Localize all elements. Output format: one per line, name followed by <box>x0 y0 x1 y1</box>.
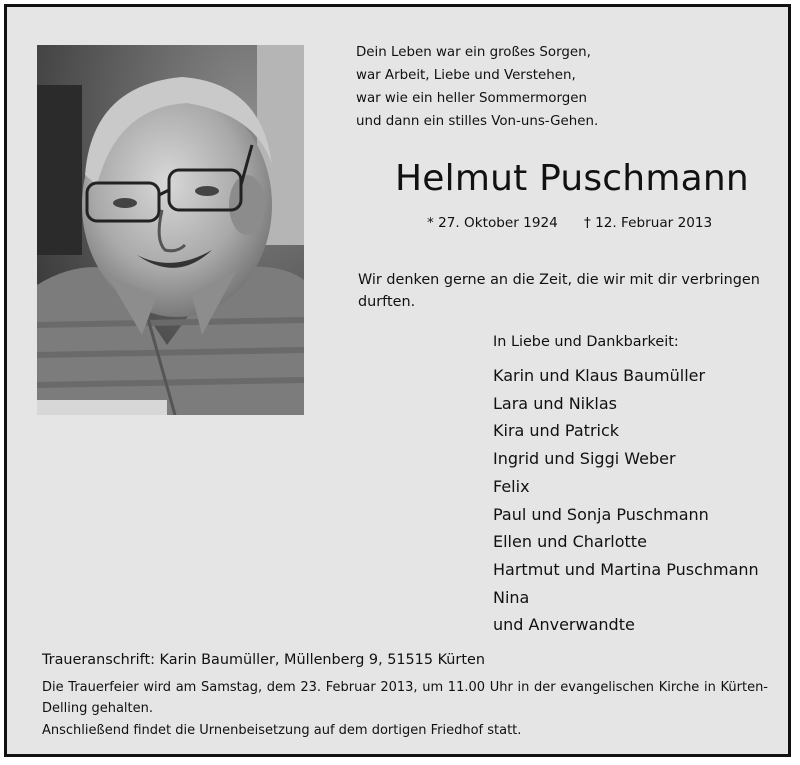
memorial-quote: Wir denken gerne an die Zeit, die wir mit dir verbringen durften. <box>358 272 760 310</box>
list-item: Lara und Niklas <box>493 393 617 413</box>
poem-line: und dann ein stilles Von-uns-Gehen. <box>356 114 599 129</box>
obituary-card <box>4 4 791 757</box>
ceremony-info: Die Trauerfeier wird am Samstag, dem 23. Februar 2013, um 11.00 Uhr in der evangelischen Kirche in Kürten-Delling gehalten. <box>42 680 768 716</box>
poem <box>356 41 598 133</box>
list-item: Nina <box>493 587 530 607</box>
poem-line: war wie ein heller Sommermorgen <box>356 91 587 106</box>
mourners-list <box>493 362 759 639</box>
list-item: Ingrid und Siggi Weber <box>493 449 676 469</box>
burial-info: Anschließend findet die Urnenbeisetzung auf dem dortigen Friedhof statt. <box>42 723 522 738</box>
list-item: Kira und Patrick <box>493 421 620 441</box>
thanks-heading: In Liebe und Dankbarkeit: <box>493 334 679 350</box>
list-item: Hartmut und Martina Puschmann <box>493 559 759 579</box>
death-date: † 12. Februar 2013 <box>584 215 713 231</box>
birth-date: * 27. Oktober 1924 <box>427 215 558 231</box>
list-item: Felix <box>493 476 530 496</box>
list-item: Paul und Sonja Puschmann <box>493 504 709 524</box>
deceased-name: Helmut Puschmann <box>395 158 749 199</box>
list-item: und Anverwandte <box>493 615 635 635</box>
mourning-address: Traueranschrift: Karin Baumüller, Müllenberg 9, 51515 Kürten <box>42 652 485 668</box>
list-item: Ellen und Charlotte <box>493 532 647 552</box>
poem-line: war Arbeit, Liebe und Verstehen, <box>356 68 576 83</box>
list-item: Karin und Klaus Baumüller <box>493 366 706 385</box>
poem-line: Dein Leben war ein großes Sorgen, <box>356 45 591 60</box>
portrait-photo <box>37 45 304 415</box>
